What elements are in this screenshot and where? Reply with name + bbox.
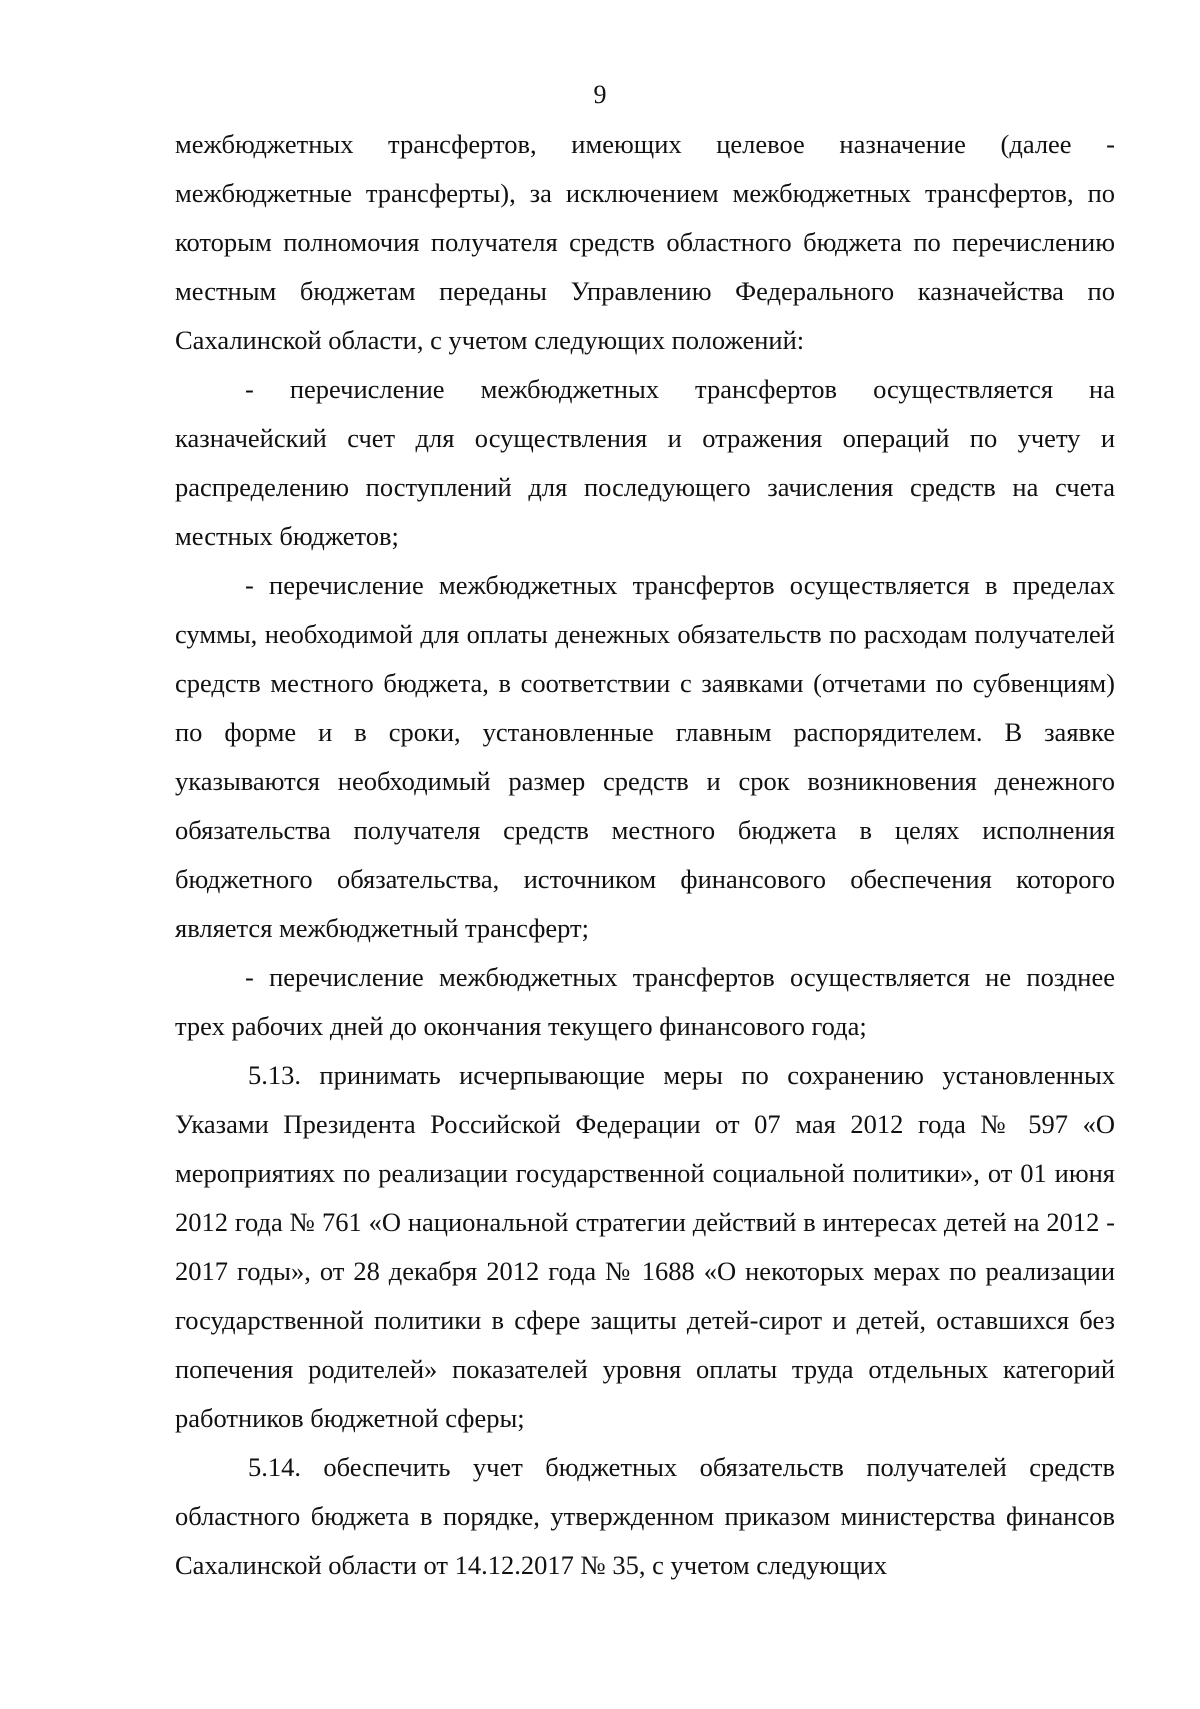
- paragraph-bullet-within-limits: - перечисление межбюджетных трансфертов осуществляется в пределах суммы, необходимой для оплаты денежных обязательств по расходам получателей средств местного бюджета, в соответствии с заявками (отчетами по субвенциям) по форме и в сроки, установленные главным распорядителем. В заявке указываются необходимый размер средств и срок возникновения денежного обязательства получателя средств местного бюджета в целях исполнения бюджетного обязательства, источником финансового обеспечения которого является межбюджетный трансферт;: [175, 570, 1115, 943]
- paragraph-intro: межбюджетных трансфертов, имеющих целевое назначение (далее - межбюджетные трансферты), за исключением межбюджетных трансфертов, по которым полномочия получателя средств областного бюджета по перечислению местным бюджетам переданы Управлению Федерального казначейства по Сахалинской области, с учетом следующих положений:: [175, 129, 1115, 355]
- document-body: [175, 120, 1115, 1590]
- paragraph-bullet-treasury-account: - перечисление межбюджетных трансфертов осуществляется на казначейский счет для осуществления и отражения операций по учету и распределению поступлений для последующего зачисления средств на счета местных бюджетов;: [175, 374, 1115, 551]
- paragraph-bullet-deadline: - перечисление межбюджетных трансфертов осуществляется не позднее трех рабочих дней до окончания текущего финансового года;: [175, 962, 1115, 1041]
- page-number: 9: [593, 80, 607, 109]
- paragraph-5-14: 5.14. обеспечить учет бюджетных обязательств получателей средств областного бюджета в порядке, утвержденном приказом министерства финансов Сахалинской области от 14.12.2017 № 35, с учетом следующих: [175, 1452, 1115, 1580]
- paragraph-5-13: 5.13. принимать исчерпывающие меры по сохранению установленных Указами Президента Российской Федерации от 07 мая 2012 года № 597 «О мероприятиях по реализации государственной социальной политики», от 01 июня 2012 года № 761 «О национальной стратегии действий в интересах детей на 2012 - 2017 годы», от 28 декабря 2012 года № 1688 «О некоторых мерах по реализации государственной политики в сфере защиты детей-сирот и детей, оставшихся без попечения родителей» показателей уровня оплаты труда отдельных категорий работников бюджетной сферы;: [175, 1060, 1115, 1433]
